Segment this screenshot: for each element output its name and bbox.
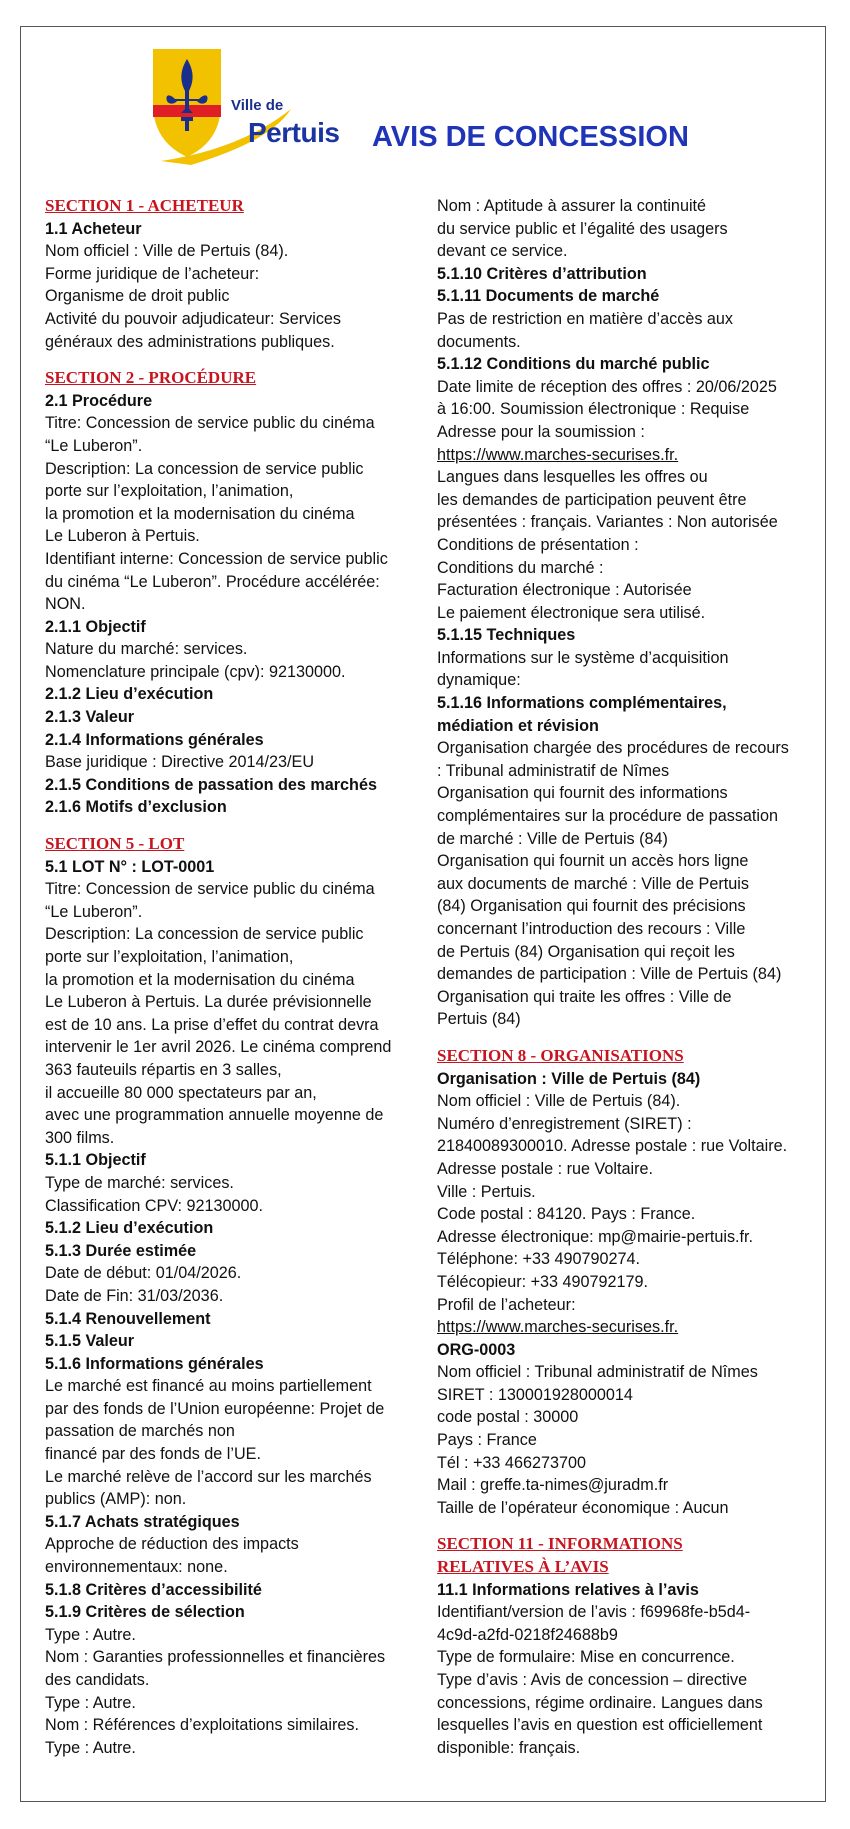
text-line: Identifiant interne: Concession de service public [45,549,388,568]
text-line: publics (AMP): non. [45,1490,187,1509]
text-line: Nom officiel : Ville de Pertuis (84). [437,1092,681,1111]
text-line: Téléphone: +33 490790274. [437,1250,640,1269]
subsection-heading: 5.1.9 Critères de sélection [45,1603,245,1622]
text-line: Informations sur le système d’acquisition [437,648,729,667]
subsection-heading: 11.1 Informations relatives à l’avis [437,1580,699,1599]
spacer [437,1031,817,1045]
text-line: (84) Organisation qui fournit des précisions [437,897,746,916]
text-line: Type de marché: services. [45,1173,234,1192]
section-heading: RELATIVES À L’AVIS [437,1557,609,1577]
page-title: AVIS DE CONCESSION [372,121,689,153]
text-line: Organisation chargée des procédures de recours [437,739,789,758]
subsection-heading: 5.1.15 Techniques [437,626,576,645]
subsection-heading: 5.1.10 Critères d’attribution [437,264,647,283]
subsection-heading: 5.1.7 Achats stratégiques [45,1512,240,1531]
subsection-heading: 5.1.5 Valeur [45,1332,135,1351]
section-heading: SECTION 8 - ORGANISATIONS [437,1045,684,1065]
text-line: de marché : Ville de Pertuis (84) [437,829,668,848]
text-line: 4c9d-a2fd-0218f24688b9 [437,1625,618,1644]
subsection-heading: médiation et révision [437,716,599,735]
text-line: des candidats. [45,1671,150,1689]
header [151,49,711,169]
text-line: concernant l’introduction des recours : Ville [437,920,746,938]
text-line: passation de marchés non [45,1422,235,1441]
text-line: Tél : +33 466273700 [437,1453,586,1472]
text-line: Nomenclature principale (cpv): 92130000. [45,662,346,681]
text-line: Nom : Aptitude à assurer la continuité [437,197,707,215]
text-line: Description: La concession de service public [45,459,364,478]
text-line: Date de début: 01/04/2026. [45,1264,242,1283]
text-line: Pas de restriction en matière d’accès aux [437,309,734,328]
text-line: Numéro d’enregistrement (SIRET) : [437,1114,692,1133]
url-link[interactable]: https://www.marches-securises.fr. [437,1318,679,1337]
text-line: Base juridique : Directive 2014/23/EU [45,753,315,772]
url-link[interactable]: https://www.marches-securises.fr. [437,445,679,464]
text-line: Profil de l’acheteur: [437,1295,576,1314]
right-column [437,195,817,1759]
text-line: présentées : français. Variantes : Non autorisée [437,513,778,532]
text-line: dynamique: [437,671,521,690]
text-line: Titre: Concession de service public du cinéma [45,880,375,899]
text-line: : Tribunal administratif de Nîmes [437,761,670,780]
text-line: Organisation qui fournit des informations [437,784,728,803]
text-line: Nom : Garanties professionnelles et financières [45,1648,386,1667]
text-line: avec une programmation annuelle moyenne de [45,1106,384,1125]
text-line: Adresse postale : rue Voltaire. [437,1159,653,1178]
subsection-heading: 5.1.12 Conditions du marché public [437,355,710,374]
text-line: Le Luberon à Pertuis. [45,527,200,546]
text-line: 21840089300010. Adresse postale : rue Voltaire. [437,1137,788,1156]
text-line: 363 fauteuils répartis en 3 salles, [45,1060,282,1079]
subsection-heading: 5.1.4 Renouvellement [45,1309,211,1328]
spacer [45,819,420,833]
subsection-heading: 2.1.3 Valeur [45,708,135,727]
text-line: Adresse pour la soumission : [437,422,645,441]
text-line: Ville : Pertuis. [437,1182,536,1201]
text-line: lesquelles l’avis en question est officiellement [437,1716,763,1735]
text-line: devant ce service. [437,242,568,261]
text-line: Description: La concession de service public [45,925,364,944]
subsection-heading: 2.1.6 Motifs d’exclusion [45,798,227,817]
section-heading: SECTION 2 - PROCÉDURE [45,368,257,388]
text-line: Taille de l’opérateur économique : Aucun [437,1498,729,1517]
text-line: Type : Autre. [45,1625,136,1644]
text-line: disponible: français. [437,1738,581,1757]
text-line: Adresse électronique: mp@mairie-pertuis.fr. [437,1227,754,1246]
text-line: généraux des administrations publiques. [45,332,335,351]
text-line: Type de formulaire: Mise en concurrence. [437,1648,735,1667]
subsection-heading: 5.1.3 Durée estimée [45,1241,197,1260]
text-line: Identifiant/version de l’avis : f69968fe-b5d4- [437,1603,751,1622]
text-line: Le paiement électronique sera utilisé. [437,603,706,622]
text-line: il accueille 80 000 spectateurs par an, [45,1083,317,1102]
subsection-heading: 5.1 LOT N° : LOT-0001 [45,857,215,876]
subsection-heading: 1.1 Acheteur [45,219,142,238]
text-line: environnementaux: none. [45,1558,228,1577]
text-line: les demandes de participation peuvent être [437,490,747,509]
text-line: NON. [45,595,86,614]
subsection-heading: 2.1.1 Objectif [45,617,146,636]
subsection-heading: 5.1.11 Documents de marché [437,287,660,306]
text-line: complémentaires sur la procédure de passation [437,807,779,826]
text-line: Nom officiel : Ville de Pertuis (84). [45,242,289,261]
text-line: de Pertuis (84) Organisation qui reçoit les [437,942,735,961]
text-line: Nature du marché: services. [45,640,248,659]
text-line: financé par des fonds de l’UE. [45,1445,261,1464]
text-line: Titre: Concession de service public du cinéma [45,414,375,433]
text-line: Mail : greffe.ta-nimes@juradm.fr [437,1476,669,1495]
text-line: la promotion et la modernisation du cinéma [45,970,355,989]
subsection-heading: 2.1.5 Conditions de passation des marchés [45,775,377,794]
subsection-heading: 5.1.2 Lieu d’exécution [45,1219,214,1238]
subsection-heading: 2.1 Procédure [45,391,153,410]
notice-frame [20,26,826,1802]
text-line: Organisation qui traite les offres : Ville de [437,987,732,1006]
text-line: aux documents de marché : Ville de Pertuis [437,874,749,893]
section-heading: SECTION 1 - ACHETEUR [45,196,244,215]
text-line: Classification CPV: 92130000. [45,1196,264,1215]
text-line: Type d’avis : Avis de concession – directive [437,1671,748,1689]
text-line: documents. [437,332,521,351]
text-line: concessions, régime ordinaire. Langues dans [437,1693,763,1712]
subsection-heading: 5.1.1 Objectif [45,1151,146,1170]
text-line: la promotion et la modernisation du cinéma [45,504,355,523]
text-line: Organisation qui fournit un accès hors ligne [437,852,749,871]
subsection-heading: 5.1.8 Critères d’accessibilité [45,1580,262,1599]
text-line: 300 films. [45,1128,115,1147]
text-line: Nom officiel : Tribunal administratif de Nîmes [437,1363,758,1382]
text-line: Facturation électronique : Autorisée [437,581,692,600]
subsection-heading: 2.1.2 Lieu d’exécution [45,685,214,704]
text-line: du cinéma “Le Luberon”. Procédure accélérée: [45,572,380,591]
text-line: à 16:00. Soumission électronique : Requise [437,400,750,419]
text-line: Le Luberon à Pertuis. La durée prévisionnelle [45,993,372,1012]
text-line: Date de Fin: 31/03/2036. [45,1286,224,1305]
text-line: est de 10 ans. La prise d’effet du contrat devra [45,1015,379,1034]
text-line: Conditions de présentation : [437,535,639,554]
text-line: SIRET : 130001928000014 [437,1385,633,1404]
text-line: Approche de réduction des impacts [45,1535,299,1554]
text-line: “Le Luberon”. [45,902,143,921]
subsection-heading: 5.1.6 Informations générales [45,1354,264,1373]
subsection-heading: ORG-0003 [437,1340,516,1359]
subsection-heading: 5.1.16 Informations complémentaires, [437,694,727,713]
text-line: porte sur l’exploitation, l’animation, [45,948,294,966]
text-line: Le marché relève de l’accord sur les marchés [45,1467,372,1486]
logo-pertuis-text: Pertuis [248,117,340,148]
subsection-heading: Organisation : Ville de Pertuis (84) [437,1069,701,1088]
text-line: par des fonds de l’Union européenne: Projet de [45,1399,385,1418]
section-heading: SECTION 11 - INFORMATIONS [437,1534,683,1554]
text-line: Pays : France [437,1431,537,1450]
spacer [45,353,420,367]
text-line: Télécopieur: +33 490792179. [437,1272,649,1291]
text-line: Type : Autre. [45,1693,136,1712]
text-line: Organisme de droit public [45,287,230,306]
text-line: intervenir le 1er avril 2026. Le cinéma comprend [45,1038,392,1057]
text-line: Langues dans lesquelles les offres ou [437,468,708,487]
text-line: Forme juridique de l’acheteur: [45,264,260,283]
left-column [45,195,420,1759]
text-line: Conditions du marché : [437,558,604,577]
text-line: “Le Luberon”. [45,436,143,455]
text-line: du service public et l’égalité des usagers [437,219,728,238]
text-line: Type : Autre. [45,1738,136,1757]
text-line: Activité du pouvoir adjudicateur: Services [45,309,342,328]
text-line: porte sur l’exploitation, l’animation, [45,482,294,501]
section-heading: SECTION 5 - LOT [45,834,185,854]
logo-ville-de-text: Ville de [231,97,284,114]
text-line: Le marché est financé au moins partiellement [45,1377,372,1396]
text-line: Pertuis (84) [437,1010,521,1029]
text-line: Date limite de réception des offres : 20/06/2025 [437,377,777,396]
spacer [437,1519,817,1533]
text-line: Nom : Références d’exploitations similaires. [45,1716,359,1735]
text-line: code postal : 30000 [437,1408,579,1427]
text-line: Code postal : 84120. Pays : France. [437,1205,696,1224]
text-line: demandes de participation : Ville de Pertuis (84) [437,965,782,984]
subsection-heading: 2.1.4 Informations générales [45,730,264,749]
